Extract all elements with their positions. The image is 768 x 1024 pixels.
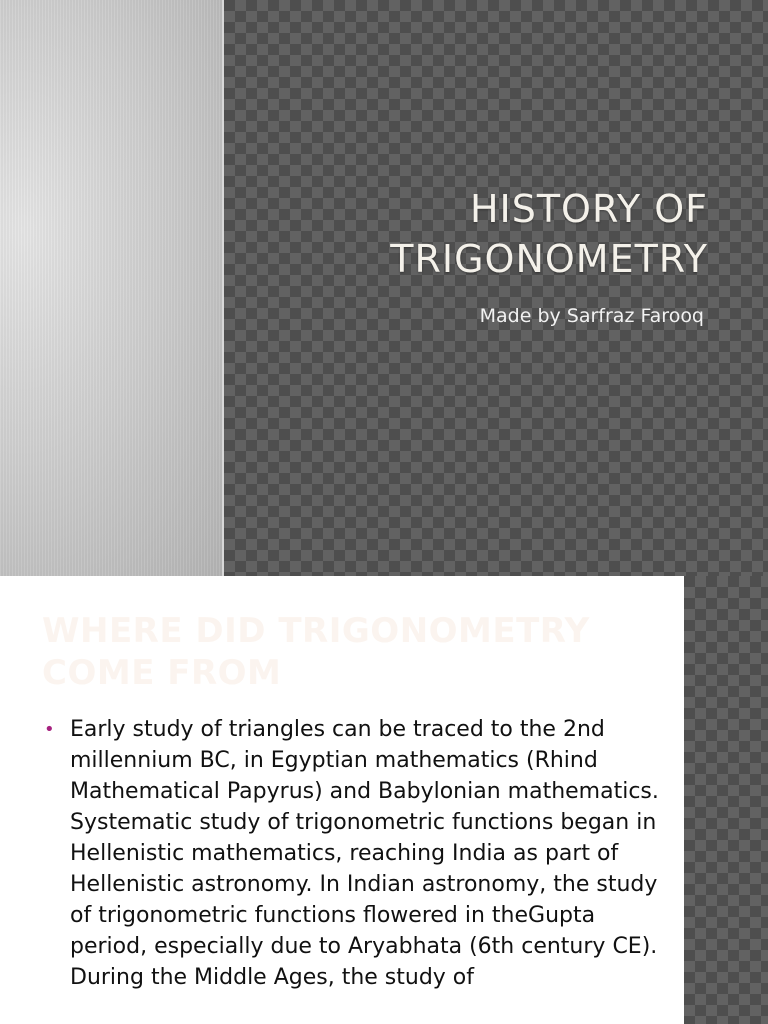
diamond-pattern-background [224,0,768,576]
content-heading-line-1: WHERE DID TRIGONOMETRY [42,611,590,651]
content-bullet-list [42,714,678,993]
slide-title-line-2: TRIGONOMETRY [390,237,708,281]
bullet-text: Early study of triangles can be traced to the 2nd millennium BC, in Egyptian mathematics (Rhind Mathematical Papyrus) and Babylonian mathematics. Systematic study of trigonometric functions began in Hellenistic mathematics, reaching India as part of Hellenistic astronomy. In Indian astronomy, the study of trigonometric functions flowered in theGupta period, especially due to Aryabhata (6th century CE). During the Middle Ages, the study of [70,717,659,990]
diamond-pattern-strip [684,576,768,1024]
content-heading-line-2: COME FROM [42,653,282,693]
bullet-icon: • [44,719,55,740]
slide-title [288,184,708,284]
slide-title-line-1: HISTORY OF [469,187,708,231]
gradient-side-panel [0,0,224,576]
slide-subtitle: Made by Sarfraz Farooq [479,305,704,327]
content-slide [0,576,768,1024]
title-block [288,184,708,328]
list-item [42,714,678,993]
content-slide-heading [42,610,642,694]
